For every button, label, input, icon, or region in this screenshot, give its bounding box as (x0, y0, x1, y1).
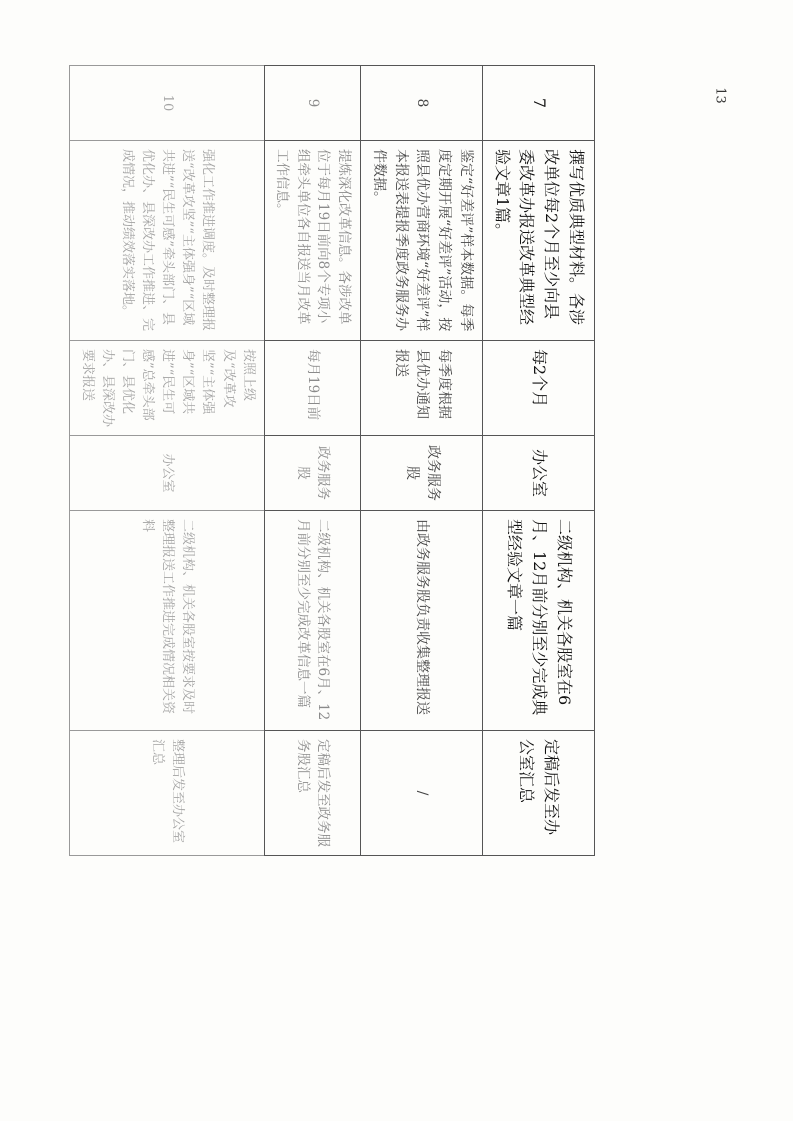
task-description: 强化工作推进调度。及时整理报送“改革攻坚”“主体强身”“区域共进”“民生可感”牵头部门、县优化办、县深改办工作推进、完成情况，推动绩效落实落地。 (70, 141, 264, 341)
time-requirement: 每月19日前 (264, 341, 361, 436)
result-handling: 整理后发至办公室汇总 (70, 731, 264, 856)
table-row (70, 66, 264, 856)
table-row (482, 66, 594, 856)
row-number: 7 (482, 66, 594, 141)
work-plan-table (69, 65, 595, 856)
result-handling: 定稿后发至政务服务股汇总 (264, 731, 361, 856)
rotated-table-wrapper (79, 65, 595, 855)
result-handling: 定稿后发至办公室汇总 (482, 731, 594, 856)
responsible-department: 政务服务股 (361, 436, 482, 511)
time-requirement: 每季度根据县优办通知报送 (361, 341, 482, 436)
table-row (264, 66, 361, 856)
page-number: 13 (712, 87, 728, 104)
responsible-department: 办公室 (482, 436, 594, 511)
time-requirement: 按照上级及“改革攻坚”“主体强身”“区域共进”“民生可感”总牵头部门、县优化办、县深改办要求报送 (70, 341, 264, 436)
task-description: 鉴定“好差评”样本数据。每季度定期开展“好差评”活动，按照县优办营商环境“好差评”样本报送表提报季度政务服务办件数据。 (361, 141, 482, 341)
work-measure: 二级机构、机关各股室按要求及时整理报送工作推进完成情况相关资料 (70, 511, 264, 731)
row-number: 10 (70, 66, 264, 141)
result-handling: / (361, 731, 482, 856)
task-description: 提炼深化改革信息。各涉改单位于每月19日前向8个专项小组牵头单位各自报送当月改革工作信息。 (264, 141, 361, 341)
task-description: 撰写优质典型材料。各涉改单位每2个月至少向县委改革办报送改革典型经验文章1篇。 (482, 141, 594, 341)
row-number: 9 (264, 66, 361, 141)
responsible-department: 办公室 (70, 436, 264, 511)
row-number: 8 (361, 66, 482, 141)
work-measure: 二级机构、机关各股室在6月、12月前分别至少完成改革信息一篇 (264, 511, 361, 731)
table-row (361, 66, 482, 856)
responsible-department: 政务服务股 (264, 436, 361, 511)
work-measure: 二级机构、机关各股室在6月、12月前分别至少完成典型经验文章一篇 (482, 511, 594, 731)
time-requirement: 每2个月 (482, 341, 594, 436)
work-measure: 由政务服务股负责收集整理报送 (361, 511, 482, 731)
